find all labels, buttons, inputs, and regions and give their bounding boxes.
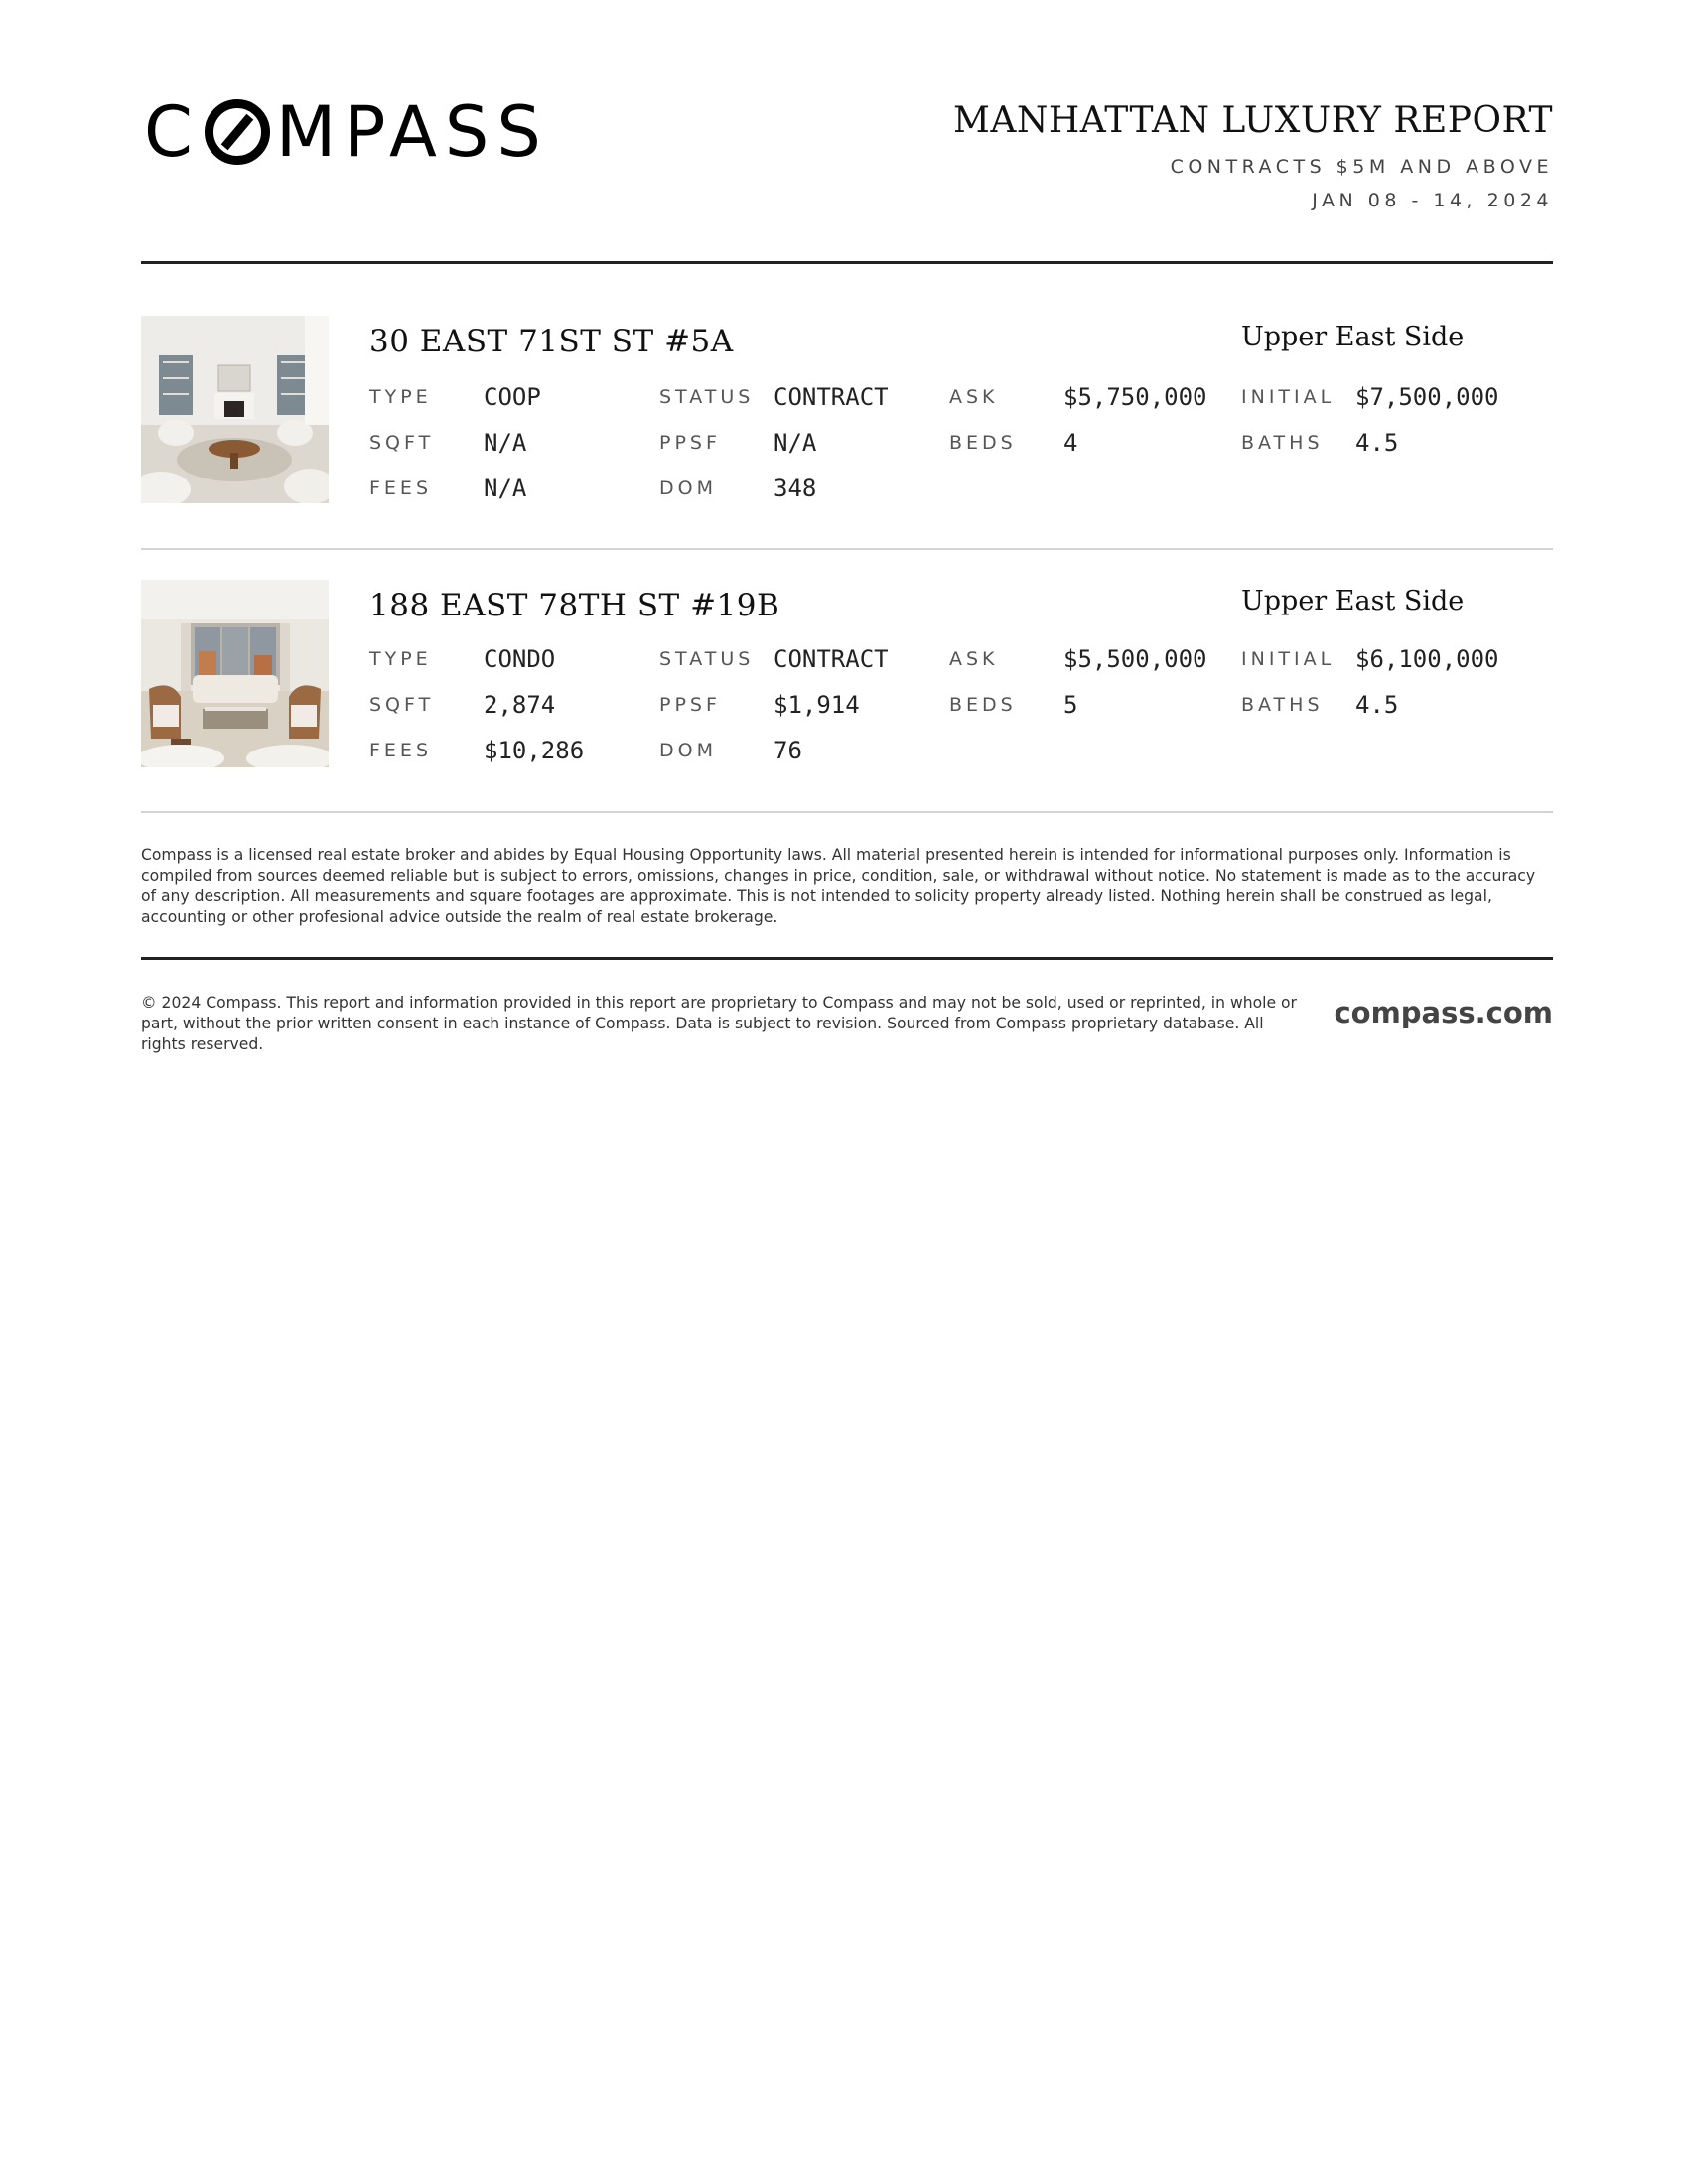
listing-neighborhood: Upper East Side [1241,322,1465,352]
copyright-notice: © 2024 Compass. This report and information provided in this report are proprietary to Compass and may not be sold, used or reprinted, in whole or part, without the prior written consent in each instance of Compass. Data is subject to revision. Sourced from Compass proprietary database. All rights reserved. [141,994,1297,1053]
field-value: $7,500,000 [1355,383,1499,411]
field-label: STATUS [659,386,755,408]
field-value: $10,286 [484,737,585,764]
field-ppsf [659,426,816,460]
listing-photo [141,316,329,503]
field-value: N/A [774,429,817,457]
listing-address: 188 EAST 78TH ST #19B [369,588,780,623]
field-label: ASK [949,648,999,670]
field-value: 4.5 [1355,691,1399,719]
field-value: 5 [1063,691,1078,719]
field-value: N/A [484,429,527,457]
report-subtitle: CONTRACTS $5M AND ABOVE [1170,156,1553,178]
field-ask [949,642,1207,676]
field-label: BEDS [949,432,1017,454]
listing-card [141,580,1553,768]
living-room-window-photo [141,580,329,767]
listing-address: 30 EAST 71ST ST #5A [369,324,734,359]
field-beds [949,688,1077,722]
field-value: CONTRACT [774,383,889,411]
logo-o-mark-icon [205,99,270,165]
listing-neighborhood: Upper East Side [1241,586,1465,616]
field-baths [1241,426,1398,460]
field-ask [949,380,1207,414]
field-label: BATHS [1241,694,1324,716]
field-sqft [369,688,555,722]
field-fees [369,472,526,505]
field-label: INITIAL [1241,648,1336,670]
compass-logo [144,91,549,173]
field-label: BEDS [949,694,1017,716]
field-label: SQFT [369,432,435,454]
field-label: DOM [659,478,717,499]
field-label: ASK [949,386,999,408]
field-beds [949,426,1077,460]
field-value: 4.5 [1355,429,1399,457]
field-value: CONDO [484,645,556,673]
listing-divider [141,548,1553,550]
listing-photo [141,580,329,767]
listing-card [141,316,1553,504]
field-label: FEES [369,478,432,499]
report-header [953,99,1553,212]
field-sqft [369,426,526,460]
legal-disclaimer: Compass is a licensed real estate broker and abides by Equal Housing Opportunity laws. All material presented herein is intended for informational purposes only. Information is compiled from sources deemed reliable but is subject to errors, omissions, changes in price, condition, sale, or withdrawal without notice. No statement is made as to the accuracy of any description. All measurements and square footages are approximate. This is not intended to solicity property already listed. Nothing herein shall be construed as legal, accounting or other profesional advice outside the realm of real estate brokerage. [141,846,1536,926]
field-label: PPSF [659,694,721,716]
field-value: CONTRACT [774,645,889,673]
field-baths [1241,688,1398,722]
field-value: $5,500,000 [1063,645,1207,673]
field-label: STATUS [659,648,755,670]
field-label: FEES [369,740,432,761]
field-label: INITIAL [1241,386,1336,408]
field-dom [659,734,802,767]
field-value: 348 [774,475,817,502]
field-label: TYPE [369,648,432,670]
field-status [659,642,889,676]
field-value: 4 [1063,429,1078,457]
field-type [369,642,555,676]
logo-letter-c: C [144,91,201,173]
listing-divider [141,811,1553,813]
field-ppsf [659,688,860,722]
field-value: $6,100,000 [1355,645,1499,673]
field-value: 76 [774,737,802,764]
field-label: BATHS [1241,432,1324,454]
logo-letters-mpass: MPASS [275,91,549,173]
footer-divider [141,957,1553,960]
field-value: $5,750,000 [1063,383,1207,411]
field-value: COOP [484,383,541,411]
living-room-fireplace-photo [141,316,329,503]
field-label: DOM [659,740,717,761]
field-value: $1,914 [774,691,860,719]
field-initial [1241,380,1499,414]
field-type [369,380,541,414]
field-value: N/A [484,475,527,502]
field-label: SQFT [369,694,435,716]
field-label: PPSF [659,432,721,454]
report-date-range: JAN 08 - 14, 2024 [1312,190,1553,211]
website-link[interactable]: compass.com [1334,996,1553,1029]
header-divider [141,261,1553,264]
field-status [659,380,889,414]
field-initial [1241,642,1499,676]
report-title: MANHATTAN LUXURY REPORT [952,100,1553,141]
field-label: TYPE [369,386,432,408]
field-value: 2,874 [484,691,556,719]
field-dom [659,472,816,505]
field-fees [369,734,584,767]
